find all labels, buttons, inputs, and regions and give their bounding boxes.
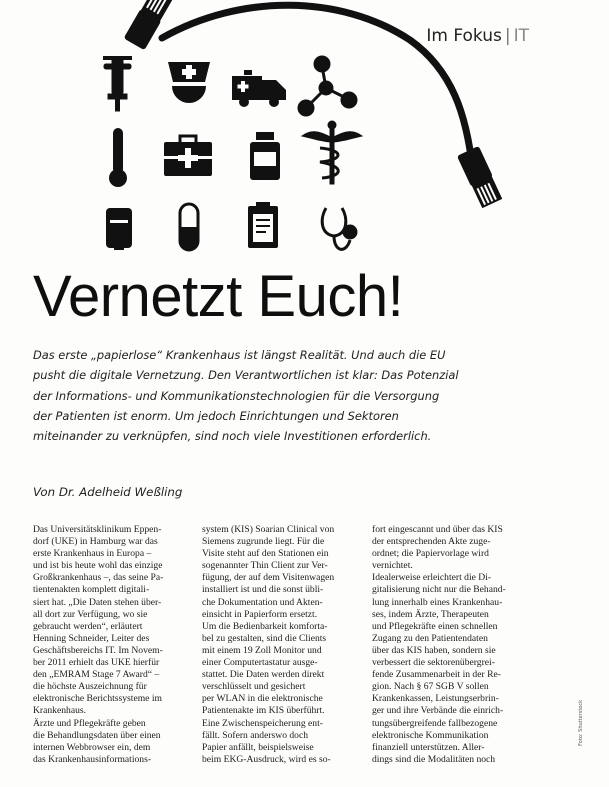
body-line: per WLAN in die elektronische <box>202 693 323 705</box>
nurse-icon <box>168 62 210 103</box>
section-category: IT <box>513 26 529 46</box>
body-line: mit einem 19 Zoll Monitor und <box>202 644 322 656</box>
body-line: system (KIS) Soarian Clinical von <box>202 524 335 535</box>
body-line: stattet. Die Daten werden direkt <box>202 669 325 681</box>
body-column-1 <box>33 524 193 766</box>
body-line: ber 2011 erhielt das UKE hierfür <box>33 657 160 669</box>
body-line: internen Webbrowser ein, dem <box>33 741 151 753</box>
lead-line: der Patienten ist enorm. Um jedoch Einrichtungen und Sektoren <box>33 408 399 423</box>
body-line: vernichtet. <box>372 560 413 572</box>
body-line: fügung, der auf dem Visitenwagen <box>202 572 335 584</box>
ethernet-plug-icon <box>457 146 503 209</box>
body-line: beim EKG-Ausdruck, wird es so- <box>202 753 331 765</box>
body-line: Patientenakte im KIS überführt. <box>202 705 325 717</box>
author-byline: Von Dr. Adelheid Weßling <box>33 485 183 499</box>
body-line: die Behandlungsdaten über einen <box>33 729 161 741</box>
body-line: einsicht in Papierform ersetzt. <box>202 608 318 620</box>
article-title: Vernetzt Euch! <box>33 264 404 329</box>
body-line: tungsübergreifende fallbezogene <box>372 717 498 729</box>
body-line: bel zu gestalten, sind die Clients <box>202 632 327 644</box>
body-line: tientenakten komplett digitali- <box>33 584 150 596</box>
body-line: elektronische Berichtssysteme im <box>33 693 162 705</box>
body-line: der entsprechenden Akte zuge- <box>372 536 491 548</box>
lead-line: Das erste „papierlose“ Krankenhaus ist längst Realität. Und auch die EU <box>33 348 446 362</box>
first-aid-kit-icon <box>164 136 212 176</box>
lead-line: miteinander zu verknüpfen, sind noch viele Investitionen erforderlich. <box>33 429 432 444</box>
body-line: und Pflegekräfte einen schnellen <box>372 620 498 632</box>
ambulance-icon <box>232 70 286 107</box>
body-line: Visite steht auf den Stationen ein <box>202 548 329 560</box>
article-lead <box>33 345 503 446</box>
caduceus-icon <box>302 121 362 184</box>
body-line: all dort zur Verfügung, wo sie <box>33 608 148 620</box>
lead-line: pusht die digitale Vernetzung. Den Verantwortlichen ist klar: Das Potenzial <box>33 368 459 383</box>
body-line: verbessert die sektorenübergrei- <box>372 657 495 669</box>
clipboard-icon <box>248 202 278 248</box>
body-line: Siemens zugrunde liegt. Für die <box>202 536 325 548</box>
section-separator: | <box>504 26 511 46</box>
body-line: erste Krankenhaus in Europa – <box>33 548 152 560</box>
body-line: sogenannter Thin Client zur Ver- <box>202 560 328 572</box>
body-line: dings sind die Modalitäten noch <box>372 753 496 765</box>
photo-credit: Foto: Shutterstock <box>578 700 584 746</box>
body-line: Henning Schneider, Leiter des <box>33 632 150 644</box>
body-line: siert hat. „Die Daten stehen über- <box>33 596 162 608</box>
body-line: fende Zusammenarbeit in der Re- <box>372 669 501 681</box>
body-line: ger und ihre Verbände die einrich- <box>372 705 504 717</box>
body-line: Geschäftsbereichs IT. Im Novem- <box>33 644 163 656</box>
body-column-2 <box>202 524 362 766</box>
body-line: Idealerweise erleichtert die Di- <box>372 572 492 584</box>
body-line: einer Computertastatur ausge- <box>202 657 318 669</box>
body-line: Um die Bedienbarkeit komforta- <box>202 620 328 632</box>
body-line: Krankenkassen, Leistungserbrin- <box>372 693 499 705</box>
body-line: Krankenhaus. <box>33 705 87 717</box>
body-line: gitalisierung nicht nur die Behand- <box>372 584 506 596</box>
thermometer-icon <box>109 128 127 187</box>
medicine-bottle-icon <box>250 132 280 180</box>
pill-capsule-icon <box>180 204 198 250</box>
body-line: fort eingescannt und über das KIS <box>372 524 503 535</box>
body-line: che Dokumentation und Akten- <box>202 596 323 608</box>
body-line: über das KIS haben, sondern sie <box>372 644 496 656</box>
body-line: fällt. Sofern anderswo doch <box>202 729 309 741</box>
hero-illustration <box>0 0 609 290</box>
body-line: Papier anfällt, beispielsweise <box>202 741 314 753</box>
body-line: ses, indem Ärzte, Therapeuten <box>372 608 489 620</box>
syringe-icon <box>103 58 132 111</box>
ethernet-plug-icon <box>124 0 174 50</box>
body-line: Großkrankenhaus –, das seine Pa- <box>33 572 164 584</box>
section-name: Im Fokus <box>426 26 502 46</box>
body-line: elektronische Kommunikation <box>372 729 489 741</box>
body-line: installiert ist und die sonst übli- <box>202 584 324 596</box>
body-line: Zugang zu den Patientendaten <box>372 632 488 644</box>
body-line: Das Universitätsklinikum Eppen- <box>33 524 162 535</box>
lead-line: der Informations- und Kommunikationstechnologien für die Versorgung <box>33 388 440 403</box>
body-line: Eine Zwischenspeicherung ent- <box>202 717 323 729</box>
body-line: gion. Nach § 67 SGB V sollen <box>372 681 489 693</box>
body-line: finanziell unterstützen. Aller- <box>372 741 485 753</box>
body-line: den „EMRAM Stage 7 Award“ – <box>33 669 160 681</box>
body-line: gebraucht werden“, erläutert <box>33 620 143 632</box>
body-line: lung innerhalb eines Krankenhau- <box>372 596 503 608</box>
body-line: verschlüsselt und gesichert <box>202 681 306 693</box>
blood-bag-icon <box>106 208 132 250</box>
body-line: die höchste Auszeichnung für <box>33 681 147 693</box>
body-line: das Krankenhausinformations- <box>33 753 152 765</box>
body-line: ordnet; die Papiervorlage wird <box>372 548 489 560</box>
body-line: dorf (UKE) in Hamburg war das <box>33 536 158 548</box>
network-cable <box>162 5 470 150</box>
body-line: und ist bis heute wohl das einzige <box>33 560 163 572</box>
body-line: Ärzte und Pflegekräfte geben <box>33 717 146 729</box>
molecule-icon <box>299 57 356 115</box>
body-column-3 <box>372 524 532 766</box>
stethoscope-icon <box>322 208 356 249</box>
